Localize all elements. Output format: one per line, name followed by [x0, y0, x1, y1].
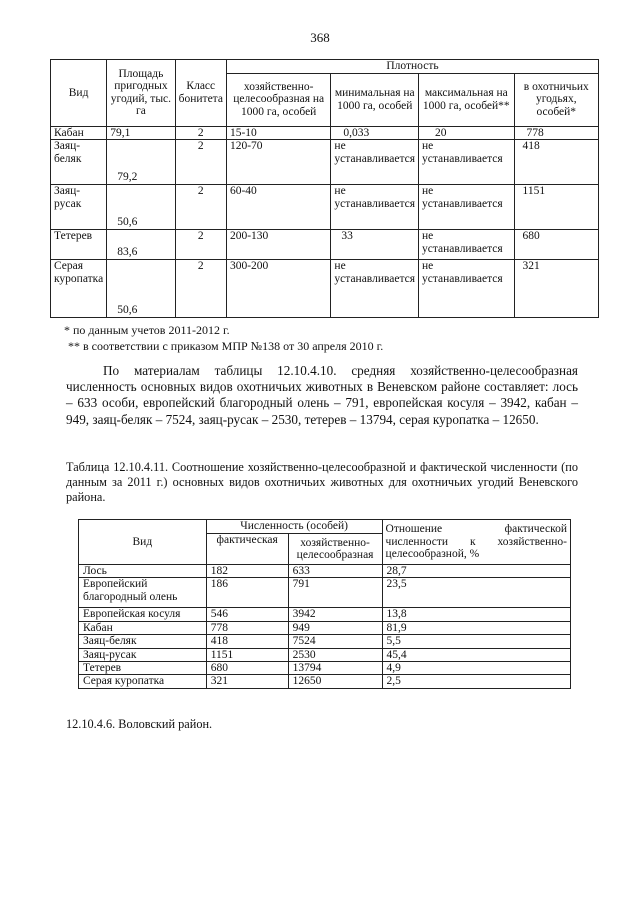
cell-vid: Заяц-русак — [79, 648, 207, 661]
body-paragraph — [66, 363, 578, 428]
cell-area: 79,1 — [107, 126, 175, 140]
cell-ratio: 28,7 — [382, 565, 570, 578]
cell-vid: Заяц-беляк — [79, 635, 207, 648]
cell-ratio: 23,5 — [382, 578, 570, 608]
table-row — [79, 608, 571, 621]
cell-vid: Серая куропатка — [79, 675, 207, 688]
cell-vid: Тетерев — [51, 230, 107, 260]
cell-vid: Заяц-беляк — [51, 140, 107, 185]
table-caption: Таблица 12.10.4.11. Соотношение хозяйственно-целесообразной и фактической численности (по данным за 2011 г.) основных видов охотничьих животных для охотничьих угодий Веневского района. — [66, 460, 578, 504]
cell-bonitet: 2 — [175, 126, 226, 140]
header-vid: Вид — [51, 60, 107, 127]
cell-econ: 7524 — [288, 635, 382, 648]
table-row — [79, 578, 571, 608]
header-vid: Вид — [79, 520, 207, 565]
ratio-table — [78, 519, 571, 689]
cell-econ: 3942 — [288, 608, 382, 621]
area-value: 79,2 — [117, 170, 138, 183]
cell-actual: 182 — [206, 565, 288, 578]
cell-bonitet: 2 — [175, 140, 226, 185]
cell-econ: 2530 — [288, 648, 382, 661]
header-hunting-density: в охотничьих угодьях, особей* — [514, 73, 598, 126]
table-row — [51, 126, 599, 140]
cell-ratio: 4,9 — [382, 662, 570, 675]
cell-actual: 546 — [206, 608, 288, 621]
page-number: 368 — [310, 30, 330, 45]
table-row — [51, 185, 599, 230]
cell-hunting: 321 — [514, 260, 598, 318]
section-heading: 12.10.4.6. Воловский район. — [66, 717, 213, 731]
cell-econ: 200-130 — [226, 230, 330, 260]
header-bonitet: Класс бонитета — [175, 60, 226, 127]
table-row — [79, 635, 571, 648]
cell-min: не устанавливается — [331, 260, 419, 318]
cell-econ: 791 — [288, 578, 382, 608]
cell-actual: 1151 — [206, 648, 288, 661]
cell-vid: Кабан — [79, 621, 207, 634]
cell-econ: 13794 — [288, 662, 382, 675]
cell-hunting: 778 — [514, 126, 598, 140]
header-area: Площадь пригодных угодий, тыс. га — [107, 60, 175, 127]
cell-actual: 778 — [206, 621, 288, 634]
header-count: Численность (особей) — [206, 520, 382, 534]
cell-area — [107, 230, 175, 260]
header-econ: хозяйственно-целесообразная — [288, 534, 382, 565]
header-actual: фактическая — [206, 534, 288, 565]
cell-min: не устанавливается — [331, 140, 419, 185]
density-table — [50, 59, 599, 318]
cell-actual: 321 — [206, 675, 288, 688]
cell-vid: Лось — [79, 565, 207, 578]
footnote-1: * по данным учетов 2011-2012 г. — [64, 323, 230, 337]
cell-vid: Европейская косуля — [79, 608, 207, 621]
table-row — [79, 662, 571, 675]
area-value: 83,6 — [117, 245, 138, 258]
cell-econ: 633 — [288, 565, 382, 578]
cell-max: не устанавливается — [419, 230, 515, 260]
cell-min: 0,033 — [331, 126, 419, 140]
cell-hunting: 1151 — [514, 185, 598, 230]
cell-actual: 418 — [206, 635, 288, 648]
table-row — [51, 230, 599, 260]
header-ratio: Отношение фактической численности к хозяйственно-целесообразной, % — [382, 520, 570, 565]
cell-vid: Европейский благородный олень — [79, 578, 207, 608]
cell-bonitet: 2 — [175, 230, 226, 260]
cell-max: не устанавливается — [419, 140, 515, 185]
cell-ratio: 81,9 — [382, 621, 570, 634]
cell-econ: 12650 — [288, 675, 382, 688]
footnote-2: ** в соответствии с приказом МПР №138 от 30 апреля 2010 г. — [68, 339, 384, 353]
cell-econ: 60-40 — [226, 185, 330, 230]
cell-ratio: 2,5 — [382, 675, 570, 688]
cell-ratio: 13,8 — [382, 608, 570, 621]
cell-vid: Серая куропатка — [51, 260, 107, 318]
header-max-density: максимальная на 1000 га, особей** — [419, 73, 515, 126]
cell-econ: 120-70 — [226, 140, 330, 185]
area-value: 50,6 — [117, 303, 138, 316]
cell-vid: Заяц-русак — [51, 185, 107, 230]
paragraph-text: По материалам таблицы 12.10.4.10. средняя хозяйственно-целесообразная численность основных видов охотничьих животных в Веневском районе составляет: лось – 633 особи, европейский благородный олень – 791, европейская косуля – 3942, кабан – 949, заяц-беляк – 7524, заяц-русак – 2530, тетерев – 13794, серая куропатка – 12650. — [66, 363, 578, 427]
cell-econ: 949 — [288, 621, 382, 634]
table-row — [79, 565, 571, 578]
table-row — [79, 621, 571, 634]
cell-actual: 186 — [206, 578, 288, 608]
cell-max: не устанавливается — [419, 185, 515, 230]
cell-min: 33 — [331, 230, 419, 260]
table-row — [51, 260, 599, 318]
cell-min: не устанавливается — [331, 185, 419, 230]
header-density: Плотность — [226, 60, 598, 74]
cell-area — [107, 185, 175, 230]
table-row — [79, 675, 571, 688]
header-min-density: минимальная на 1000 га, особей — [331, 73, 419, 126]
cell-econ: 15-10 — [226, 126, 330, 140]
cell-area — [107, 260, 175, 318]
table-row — [79, 648, 571, 661]
cell-ratio: 45,4 — [382, 648, 570, 661]
cell-hunting: 418 — [514, 140, 598, 185]
area-value: 50,6 — [117, 215, 138, 228]
cell-actual: 680 — [206, 662, 288, 675]
cell-hunting: 680 — [514, 230, 598, 260]
cell-bonitet: 2 — [175, 185, 226, 230]
cell-econ: 300-200 — [226, 260, 330, 318]
cell-max: не устанавливается — [419, 260, 515, 318]
table-row — [51, 140, 599, 185]
cell-max: 20 — [419, 126, 515, 140]
cell-area — [107, 140, 175, 185]
header-econ-density: хозяйственно-целесообразная на 1000 га, особей — [226, 73, 330, 126]
cell-vid: Кабан — [51, 126, 107, 140]
cell-bonitet: 2 — [175, 260, 226, 318]
cell-vid: Тетерев — [79, 662, 207, 675]
cell-ratio: 5,5 — [382, 635, 570, 648]
